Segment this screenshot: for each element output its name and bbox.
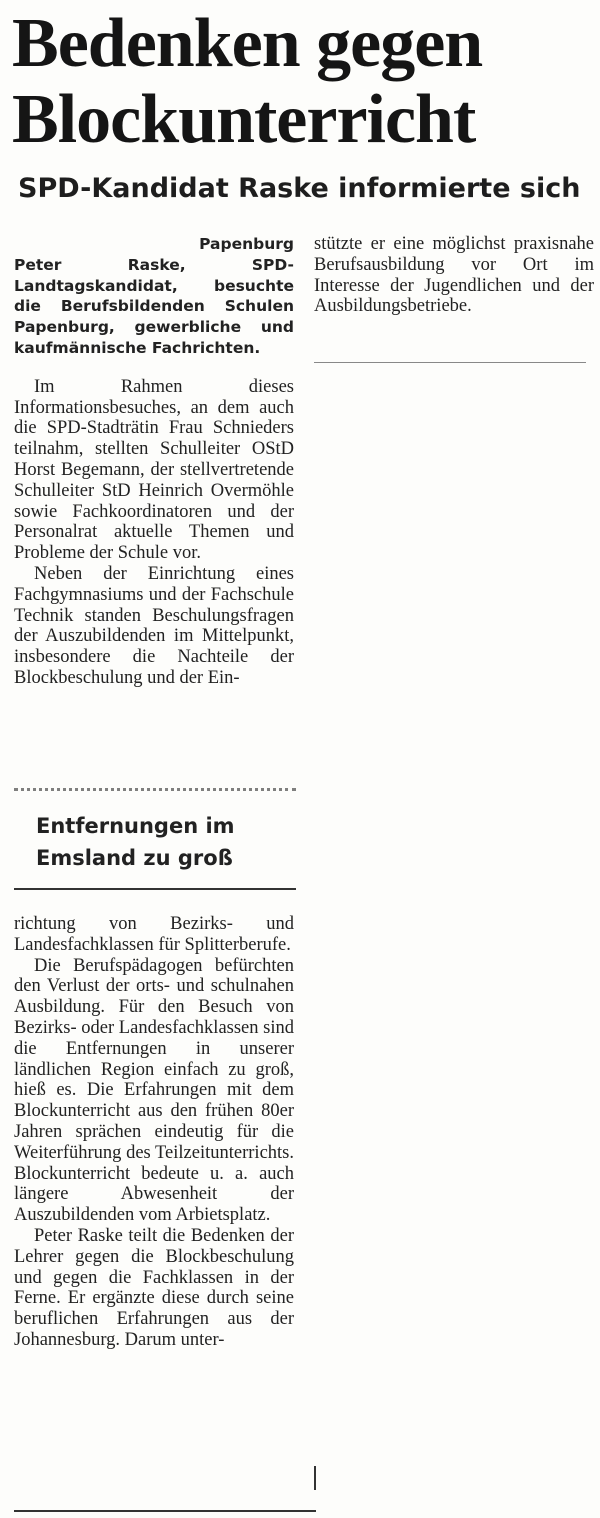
interheadline: Entfernungen im Emsland zu groß — [36, 814, 235, 870]
column-end-mark — [314, 1466, 316, 1490]
interheadline-rule-top — [14, 788, 296, 791]
body-paragraph: stützte er eine möglichst praxisnahe Berufsausbildung vor Ort im Interesse der Jugendlichen und der Ausbildungsbetriebe. — [314, 234, 594, 317]
headline: Bedenken gegen Blockunterricht — [12, 5, 483, 158]
left-column-top — [14, 234, 294, 689]
left-column-bottom — [14, 914, 294, 1351]
lead-paragraph: Peter Raske, SPD-Landtagskandidat, besuchte die Berufsbildenden Schulen Papenburg, gewerbliche und kaufmännische Fachrichten. — [14, 255, 294, 357]
right-column-end-rule — [314, 362, 586, 363]
interheadline-rule-bottom — [14, 888, 296, 890]
body-paragraph: Peter Raske teilt die Bedenken der Lehrer gegen die Blockbeschulung und gegen die Fachklassen in der Ferne. Er ergänzte diese durch seine beruflichen Erfahrungen aus der Johannesburg. Darum unter- — [14, 1225, 294, 1350]
body-paragraph: Im Rahmen dieses Informationsbesuches, an dem auch die SPD-Stadträtin Frau Schnieders teilnahm, stellten Schulleiter OStD Horst Begemann, der stellvertretende Schulleiter StD Heinrich Overmöhle sowie Fachkoordinatoren und der Personalrat aktuelle Themen und Probleme der Schule vor. — [14, 376, 294, 564]
body-paragraph: richtung von Bezirks- und Landesfachklassen für Splitterberufe. — [14, 914, 294, 955]
body-paragraph: Neben der Einrichtung eines Fachgymnasiums und der Fachschule Technik standen Beschulungsfragen der Auszubildenden im Mittelpunkt, insbesondere die Nachteile der Blockbeschulung und der Ein- — [14, 563, 294, 688]
dateline: Papenburg — [199, 235, 294, 253]
body-paragraph: Die Berufspädagogen befürchten den Verlust der orts- und schulnahen Ausbildung. Für den Besuch von Bezirks- oder Landesfachklassen sind die Entfernungen in unserer ländlichen Region einfach zu groß, hieß es. Die Erfahrungen mit dem Blockunterricht aus den frühen 80er Jahren sprächen eindeutig für die Weiterführung des Teilzeitunterrichts. Blockunterricht bedeute u. a. auch längere Abwesenheit der Auszubildenden vom Arbietsplatz. — [14, 955, 294, 1226]
right-column — [314, 234, 594, 317]
article-end-rule — [14, 1510, 316, 1512]
subheadline: SPD-Kandidat Raske informierte sich — [18, 173, 581, 204]
